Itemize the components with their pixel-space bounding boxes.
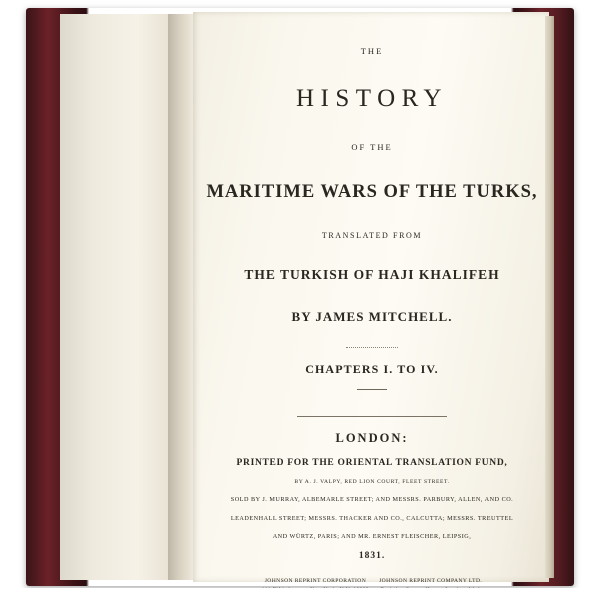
- main-title: MARITIME WARS OF THE TURKS,: [206, 181, 538, 202]
- title-page-text-block: [202, 28, 542, 584]
- sellers-line-2: LEADENHALL STREET; MESSRS. THACKER AND CO., CALCUTTA; MESSRS. TREUTTEL: [230, 514, 514, 522]
- photo-bottom-margin: [0, 588, 600, 600]
- imprint-divider: [297, 416, 447, 417]
- reprint-right-line-1: JOHNSON REPRINT COMPANY LTD.: [379, 577, 483, 584]
- line-translated-from: TRANSLATED FROM: [321, 230, 423, 240]
- imprint-printer: BY A. J. VALPY, RED LION COURT, FLEET STREET.: [294, 479, 450, 486]
- author-line: BY JAMES MITCHELL.: [291, 308, 453, 324]
- chapters-line: CHAPTERS I. TO IV.: [305, 361, 439, 376]
- source-text: THE TURKISH OF HAJI KHALIFEH: [244, 266, 500, 282]
- page-edge: [545, 16, 554, 578]
- line-of-the: OF THE: [351, 141, 393, 152]
- imprint-city: LONDON:: [335, 430, 409, 445]
- sellers-line-3: AND WÜRTZ, PARIS; AND MR. ERNEST FLEISCHER, LEIPSIG,: [272, 533, 472, 541]
- reprint-left-line-1: JOHNSON REPRINT CORPORATION: [264, 577, 367, 584]
- imprint-publisher: PRINTED FOR THE ORIENTAL TRANSLATION FUND,: [236, 458, 508, 469]
- sellers-line-1: SOLD BY J. MURRAY, ALBEMARLE STREET; AND MESSRS. PARBURY, ALLEN, AND CO.: [230, 496, 514, 504]
- line-the: THE: [360, 46, 384, 56]
- divider-rule-small: [357, 389, 387, 390]
- publication-year: 1831.: [358, 551, 386, 562]
- book-gutter: [168, 14, 194, 580]
- divider-rule-top: [346, 347, 398, 348]
- photo-top-margin: [0, 0, 600, 8]
- left-blank-page: [60, 14, 170, 580]
- page-title: HISTORY: [295, 84, 448, 112]
